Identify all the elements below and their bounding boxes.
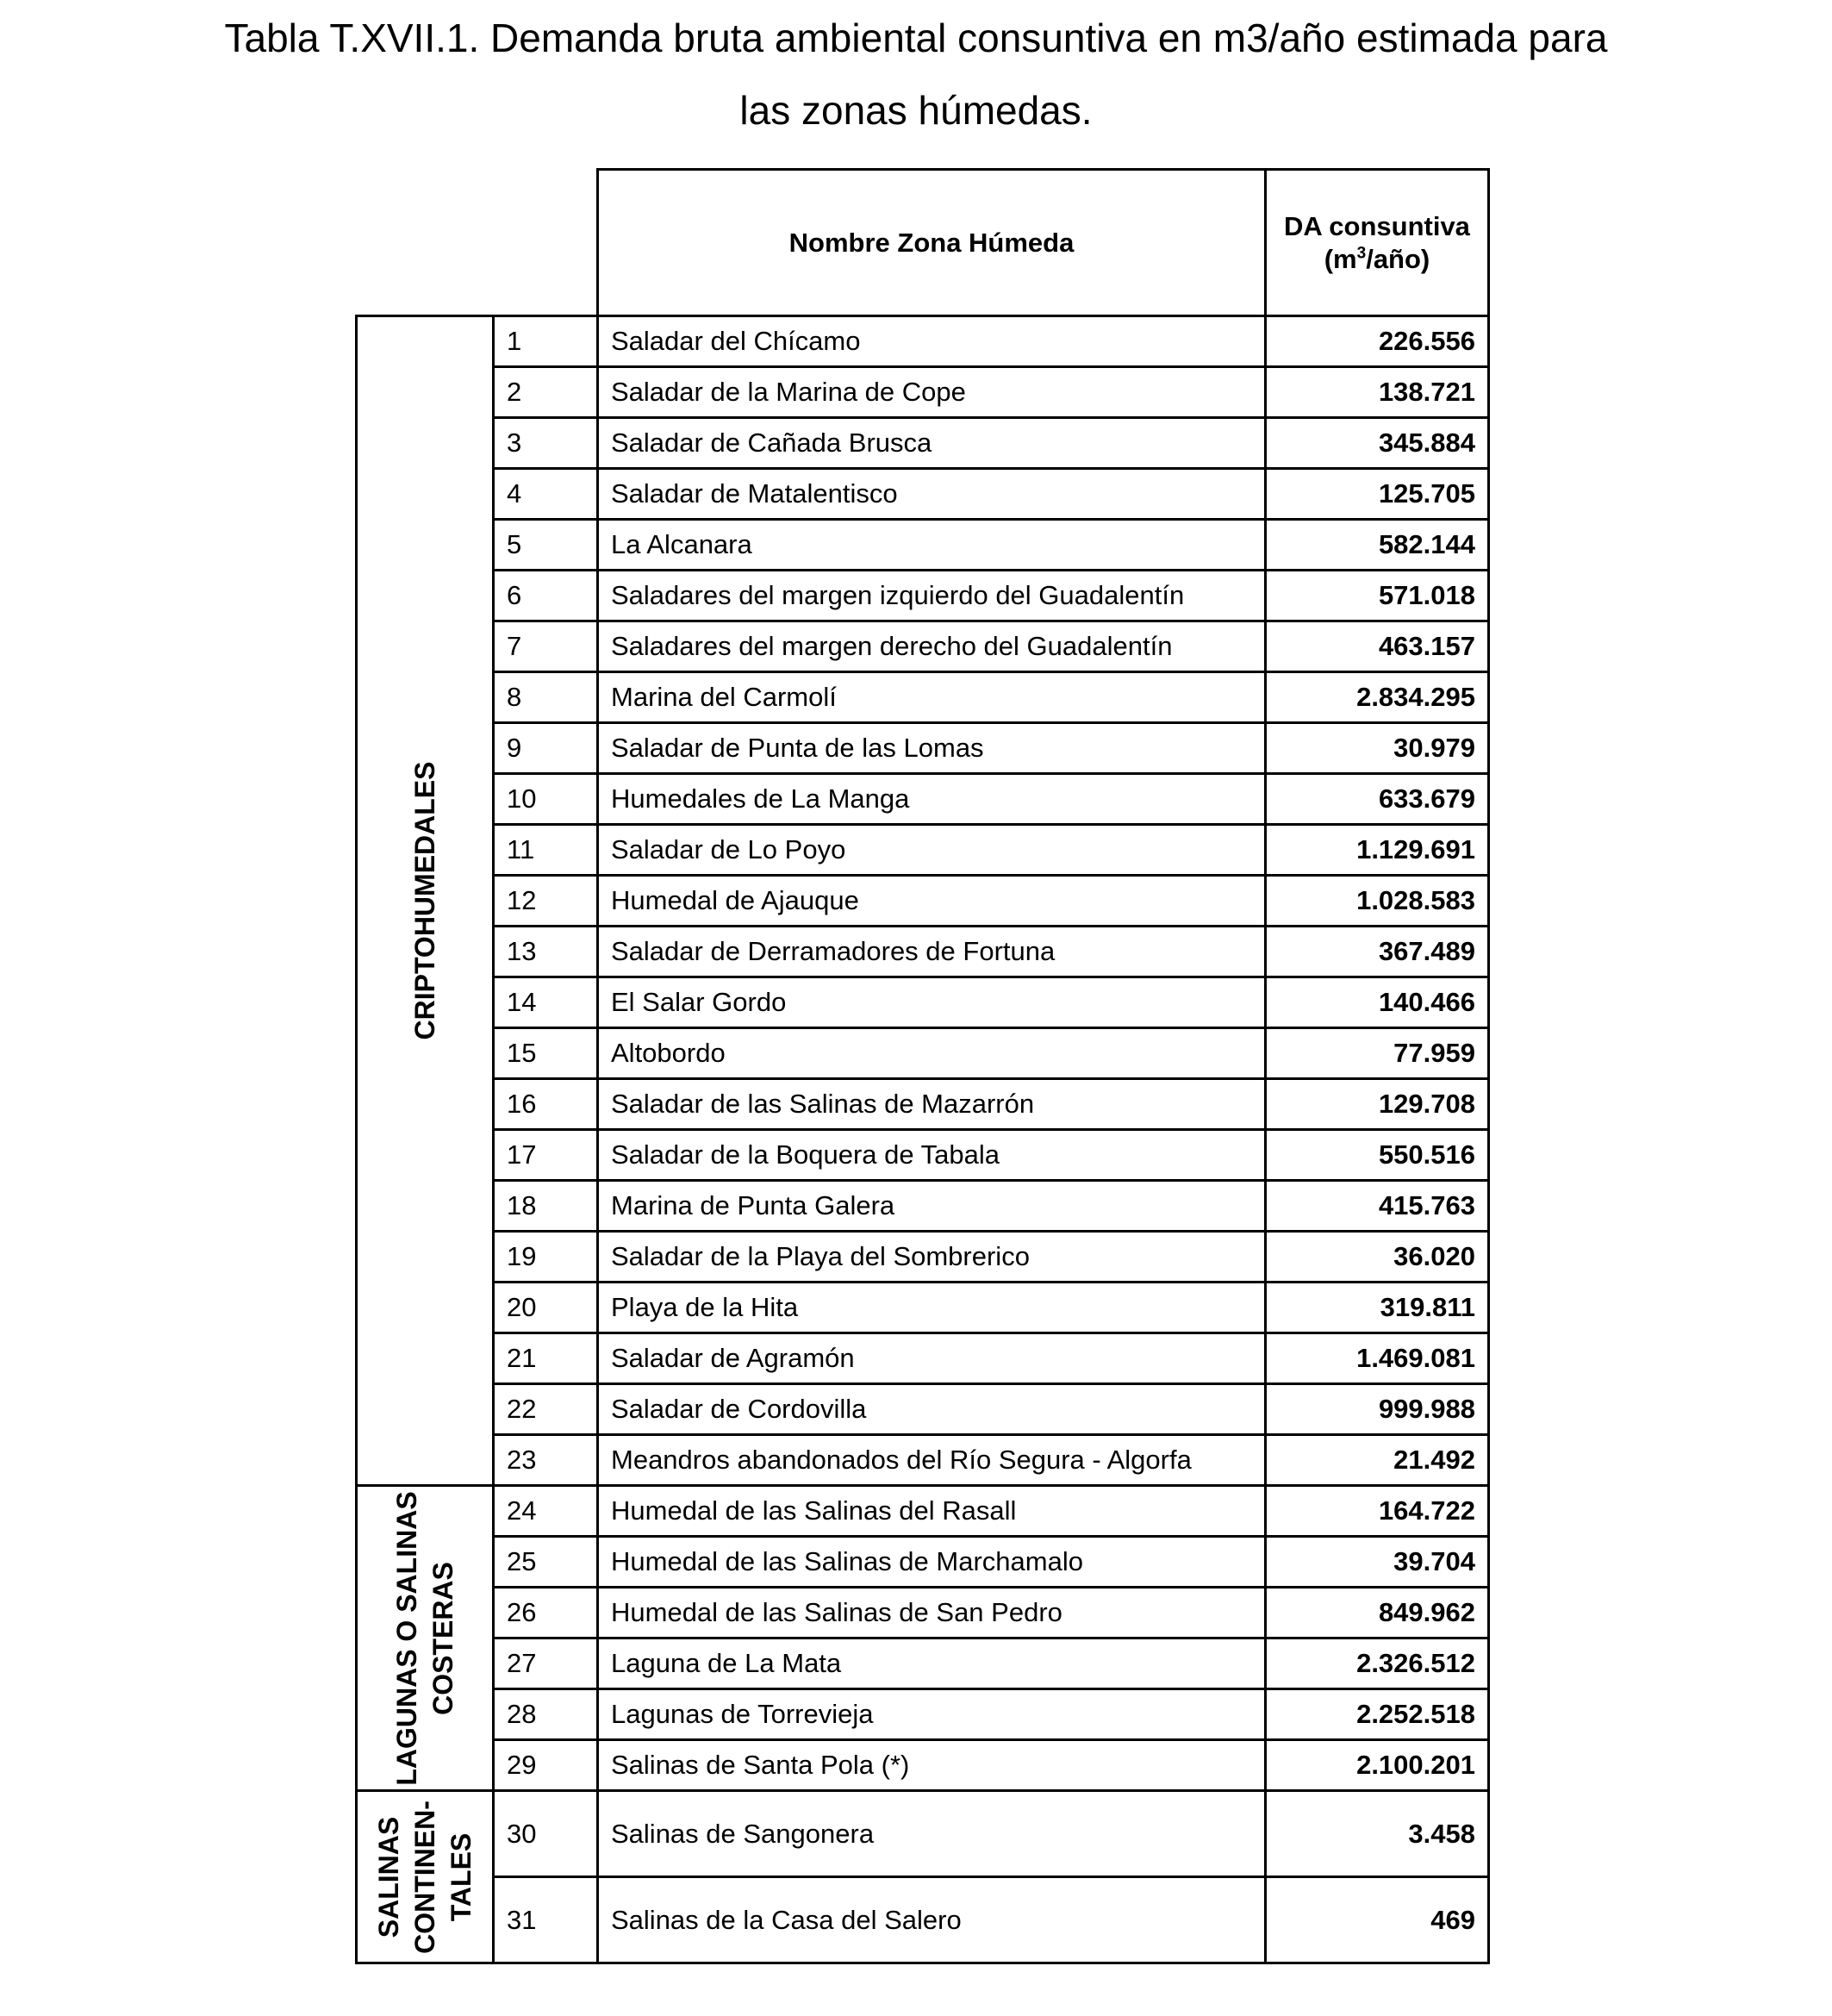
wetland-name: El Salar Gordo <box>598 977 1266 1028</box>
row-number: 24 <box>494 1486 598 1537</box>
table-row <box>357 469 1489 520</box>
table-row <box>357 418 1489 469</box>
wetland-name: Saladares del margen izquierdo del Guadalentín <box>598 571 1266 621</box>
table-row <box>357 1537 1489 1588</box>
row-number: 31 <box>494 1877 598 1963</box>
demand-value: 39.704 <box>1266 1537 1489 1588</box>
row-number: 20 <box>494 1283 598 1333</box>
row-number: 26 <box>494 1588 598 1638</box>
row-number: 15 <box>494 1028 598 1079</box>
demand-value: 36.020 <box>1266 1232 1489 1283</box>
row-number: 30 <box>494 1791 598 1877</box>
demand-value: 550.516 <box>1266 1130 1489 1181</box>
wetland-name: Saladar de las Salinas de Mazarrón <box>598 1079 1266 1130</box>
row-number: 23 <box>494 1435 598 1486</box>
group-label-line: COSTERAS <box>427 1561 458 1715</box>
table-row <box>357 672 1489 723</box>
wetland-name: Salinas de Sangonera <box>598 1791 1266 1877</box>
demand-value: 999.988 <box>1266 1384 1489 1435</box>
row-number: 9 <box>494 723 598 774</box>
table-row <box>357 723 1489 774</box>
row-number: 4 <box>494 469 598 520</box>
table-row <box>357 1435 1489 1486</box>
wetland-name: Humedal de Ajauque <box>598 876 1266 927</box>
group-label-text <box>371 1801 479 1954</box>
wetland-name: Humedal de las Salinas de San Pedro <box>598 1588 1266 1638</box>
wetland-name: Meandros abandonados del Río Segura - Algorfa <box>598 1435 1266 1486</box>
group-label-line: CONTINEN- <box>409 1800 440 1954</box>
demand-value: 2.100.201 <box>1266 1740 1489 1791</box>
row-number: 18 <box>494 1181 598 1232</box>
table-row <box>357 1028 1489 1079</box>
unit-superscript: 3 <box>1356 244 1367 263</box>
group-label-text <box>407 762 443 1040</box>
row-number: 25 <box>494 1537 598 1588</box>
wetland-name: Saladar de Matalentisco <box>598 469 1266 520</box>
wetlands-demand-table <box>355 168 1490 1964</box>
demand-value: 77.959 <box>1266 1028 1489 1079</box>
wetland-name: Saladar de la Playa del Sombrerico <box>598 1232 1266 1283</box>
table-row <box>357 571 1489 621</box>
row-number: 14 <box>494 977 598 1028</box>
table-row <box>357 1232 1489 1283</box>
wetland-name: Laguna de La Mata <box>598 1638 1266 1689</box>
wetland-name: Humedal de las Salinas del Rasall <box>598 1486 1266 1537</box>
table-row <box>357 1333 1489 1384</box>
wetland-name: Humedales de La Manga <box>598 774 1266 825</box>
wetland-name: Saladar de Punta de las Lomas <box>598 723 1266 774</box>
row-number: 10 <box>494 774 598 825</box>
row-number: 6 <box>494 571 598 621</box>
row-number: 1 <box>494 316 598 367</box>
table-row <box>357 316 1489 367</box>
group-label-line: TALES <box>446 1832 477 1921</box>
demand-value: 2.834.295 <box>1266 672 1489 723</box>
demand-value: 367.489 <box>1266 927 1489 977</box>
row-number: 2 <box>494 367 598 418</box>
wetland-name: Saladar de Lo Poyo <box>598 825 1266 876</box>
wetland-name: Saladar de Agramón <box>598 1333 1266 1384</box>
unit-suffix: /año) <box>1366 243 1430 274</box>
header-blank-cell <box>357 170 494 316</box>
demand-value: 463.157 <box>1266 621 1489 672</box>
header-name: Nombre Zona Húmeda <box>598 170 1266 316</box>
table-title-line-2: las zonas húmedas. <box>739 88 1093 133</box>
table-title <box>0 2 1832 147</box>
table-row <box>357 876 1489 927</box>
row-number: 29 <box>494 1740 598 1791</box>
demand-value: 30.979 <box>1266 723 1489 774</box>
table-row <box>357 1181 1489 1232</box>
demand-value: 2.252.518 <box>1266 1689 1489 1740</box>
row-number: 7 <box>494 621 598 672</box>
group-label-line: SALINAS <box>373 1816 404 1938</box>
wetland-name: Humedal de las Salinas de Marchamalo <box>598 1537 1266 1588</box>
table-row <box>357 1877 1489 1963</box>
wetland-name: Marina de Punta Galera <box>598 1181 1266 1232</box>
wetland-name: Saladar de Derramadores de Fortuna <box>598 927 1266 977</box>
table-row <box>357 774 1489 825</box>
wetland-name: Altobordo <box>598 1028 1266 1079</box>
table-row <box>357 1588 1489 1638</box>
group-label-salinas <box>357 1791 494 1963</box>
demand-value: 319.811 <box>1266 1283 1489 1333</box>
table-row <box>357 367 1489 418</box>
table-row <box>357 520 1489 571</box>
table-row <box>357 1638 1489 1689</box>
row-number: 28 <box>494 1689 598 1740</box>
demand-value: 469 <box>1266 1877 1489 1963</box>
wetland-name: Saladar de Cordovilla <box>598 1384 1266 1435</box>
row-number: 8 <box>494 672 598 723</box>
table-title-line-1: Tabla T.XVII.1. Demanda bruta ambiental consuntiva en m3/año estimada para <box>224 16 1608 60</box>
table-row <box>357 1486 1489 1537</box>
table-row <box>357 927 1489 977</box>
demand-value: 571.018 <box>1266 571 1489 621</box>
wetland-name: Saladar de Cañada Brusca <box>598 418 1266 469</box>
wetland-name: La Alcanara <box>598 520 1266 571</box>
wetland-name: Saladares del margen derecho del Guadalentín <box>598 621 1266 672</box>
table-row <box>357 1689 1489 1740</box>
table-row <box>357 1130 1489 1181</box>
group-label-cripto <box>357 316 494 1486</box>
demand-value: 415.763 <box>1266 1181 1489 1232</box>
demand-value: 1.129.691 <box>1266 825 1489 876</box>
row-number: 27 <box>494 1638 598 1689</box>
group-label-lagunas <box>357 1486 494 1791</box>
row-number: 11 <box>494 825 598 876</box>
wetland-name: Salinas de Santa Pola (*) <box>598 1740 1266 1791</box>
table-row <box>357 1283 1489 1333</box>
table-row <box>357 977 1489 1028</box>
group-label-text <box>389 1491 461 1785</box>
demand-value: 345.884 <box>1266 418 1489 469</box>
table-row <box>357 825 1489 876</box>
demand-value: 164.722 <box>1266 1486 1489 1537</box>
demand-value: 129.708 <box>1266 1079 1489 1130</box>
group-label-line: CRIPTOHUMEDALES <box>409 761 440 1040</box>
demand-value: 633.679 <box>1266 774 1489 825</box>
group-label-line: LAGUNAS O SALINAS <box>391 1490 422 1786</box>
wetland-name: Playa de la Hita <box>598 1283 1266 1333</box>
wetland-name: Saladar de la Marina de Cope <box>598 367 1266 418</box>
wetland-name: Saladar de la Boquera de Tabala <box>598 1130 1266 1181</box>
demand-value: 125.705 <box>1266 469 1489 520</box>
wetland-name: Marina del Carmolí <box>598 672 1266 723</box>
row-number: 12 <box>494 876 598 927</box>
header-value-label: DA consuntiva <box>1284 210 1470 241</box>
demand-value: 1.028.583 <box>1266 876 1489 927</box>
demand-value: 226.556 <box>1266 316 1489 367</box>
demand-value: 849.962 <box>1266 1588 1489 1638</box>
header-value <box>1266 170 1489 316</box>
header-value-unit <box>1324 244 1430 274</box>
row-number: 3 <box>494 418 598 469</box>
unit-prefix: (m <box>1324 243 1357 274</box>
row-number: 13 <box>494 927 598 977</box>
demand-value: 140.466 <box>1266 977 1489 1028</box>
table-row <box>357 1079 1489 1130</box>
table-row <box>357 1791 1489 1877</box>
demand-value: 1.469.081 <box>1266 1333 1489 1384</box>
table-row <box>357 1384 1489 1435</box>
demand-value: 582.144 <box>1266 520 1489 571</box>
header-blank-cell <box>494 170 598 316</box>
row-number: 5 <box>494 520 598 571</box>
demand-value: 21.492 <box>1266 1435 1489 1486</box>
row-number: 19 <box>494 1232 598 1283</box>
demand-value: 2.326.512 <box>1266 1638 1489 1689</box>
wetland-name: Saladar del Chícamo <box>598 316 1266 367</box>
demand-value: 3.458 <box>1266 1791 1489 1877</box>
table-header-row <box>357 170 1489 316</box>
demand-value: 138.721 <box>1266 367 1489 418</box>
row-number: 22 <box>494 1384 598 1435</box>
row-number: 17 <box>494 1130 598 1181</box>
row-number: 21 <box>494 1333 598 1384</box>
table-row <box>357 621 1489 672</box>
wetland-name: Salinas de la Casa del Salero <box>598 1877 1266 1963</box>
wetland-name: Lagunas de Torrevieja <box>598 1689 1266 1740</box>
row-number: 16 <box>494 1079 598 1130</box>
table-row <box>357 1740 1489 1791</box>
